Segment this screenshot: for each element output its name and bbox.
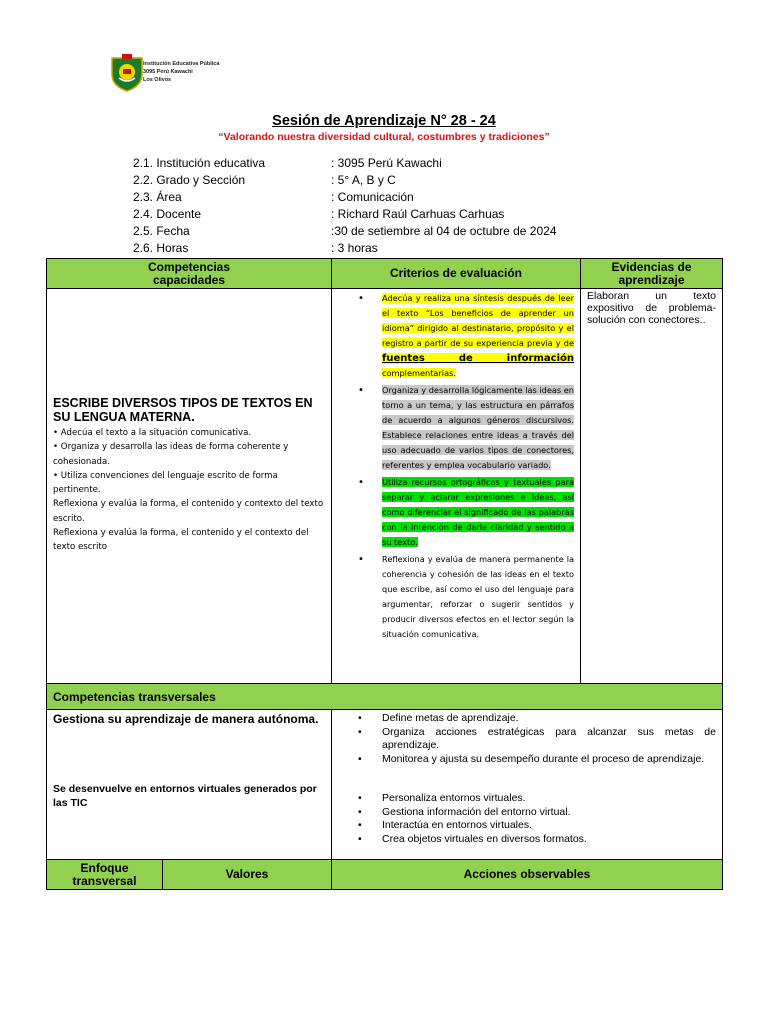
transversal-titles-cell [47, 710, 332, 860]
competencies-table [46, 258, 723, 890]
list-item: • Reflexiona y evalúa de manera permanente la coherencia y cohesión de las ideas en el texto que escribe, así como el uso del lenguaje para argumentar, reforzar o sugerir sentidos y producir diversos efectos en el lector según la situación comunicativa. [382, 552, 574, 642]
session-title: Sesión de Aprendizaje N° 28 - 24 [272, 113, 496, 129]
list-item: • Organiza acciones estratégicas para alcanzar sus metas de aprendizaje. [382, 726, 716, 753]
transversal-title-1: Gestiona su aprendizaje de manera autónoma. [53, 712, 319, 726]
enfoque-header-row [47, 860, 723, 890]
criteria-list [332, 289, 580, 642]
table-header-row [47, 259, 723, 289]
list-item: • Crea objetos virtuales en diversos formatos. [382, 833, 716, 847]
list-item: • Gestiona información del entorno virtual. [382, 806, 716, 820]
transversales-header-row [47, 684, 723, 710]
table-row [47, 710, 723, 860]
competency-title: ESCRIBE DIVERSOS TIPOS DE TEXTOS EN SU LENGUA MATERNA. [53, 396, 313, 424]
info-row: 2.1. Institución educativa : 3095 Perú Kawachi [133, 156, 442, 170]
session-subtitle: “Valorando nuestra diversidad cultural, costumbres y tradiciones” [218, 131, 550, 143]
table-row [47, 289, 723, 684]
list-item: • Interactúa en entornos virtuales. [382, 819, 716, 833]
info-row: 2.3. Área : Comunicación [133, 190, 414, 204]
info-row: 2.4. Docente : Richard Raúl Carhuas Carhuas [133, 207, 505, 221]
criteria-cell [332, 289, 581, 684]
capacities-list: • Adecúa el texto a la situación comunicativa. • Organiza y desarrolla las ideas de forma coherente y cohesionada. • Utiliza convenciones del lenguaje escrito de forma pertinente. Reflexiona y evalúa la forma, el contenido y contexto del texto escrito. Reflexiona y evalúa la forma, el contenido y el contexto del texto escrito [53, 428, 324, 553]
school-crest-logo [110, 54, 144, 92]
list-item: • Personaliza entornos virtuales. [382, 792, 716, 806]
valores-header: Valores [163, 860, 332, 890]
info-row: 2.5. Fecha :30 de setiembre al 04 de octubre de 2024 [133, 224, 557, 238]
list-item: • Organiza y desarrolla lógicamente las ideas en torno a un tema, y las estructura en párrafos de acuerdo a algunos géneros discursivos. Establece relaciones entre ideas a través del uso adecuado de varios tipos de conectores, referentes y emplea vocabulario variado. [382, 383, 574, 473]
general-info-list [133, 155, 557, 257]
list-item: • Utiliza recursos ortográficos y textuales para separar y aclarar expresiones e ideas, así como diferenciar el significado de las palabras con la intención de darle claridad y sentido a su texto. [382, 475, 574, 550]
info-row: 2.6. Horas : 3 horas [133, 241, 378, 255]
list-item: • Adecúa y realiza una síntesis después de leer el texto “Los beneficios de aprender un idioma” dirigido al destinatario, propósito y el registro a partir de su experiencia previa y de fuentes de información complementarias. [382, 291, 574, 381]
transversal-list-1 [332, 710, 722, 766]
evidencias-header: Evidencias de aprendizaje [581, 259, 723, 289]
enfoque-header: Enfoque transversal [47, 860, 163, 890]
transversal-items-cell [332, 710, 723, 860]
criterios-header: Criterios de evaluación [332, 259, 581, 289]
competency-cell [47, 289, 332, 684]
fuentes-link: fuentes de información [382, 353, 574, 364]
list-item: • Monitorea y ajusta su desempeño durante el proceso de aprendizaje. [382, 753, 716, 767]
info-row: 2.2. Grado y Sección : 5° A, B y C [133, 173, 396, 187]
transversal-title-2: Se desenvuelve en entornos virtuales generados por las TIC [53, 783, 317, 809]
transversal-list-2 [332, 790, 722, 846]
transversales-header: Competencias transversales [47, 684, 723, 710]
competencias-header: Competencias capacidades [47, 259, 332, 289]
acciones-header: Acciones observables [332, 860, 723, 890]
list-item: • Define metas de aprendizaje. [382, 712, 716, 726]
evidence-cell: Elaboran un texto expositivo de problema-solución con conectores.. [581, 289, 723, 684]
institution-label: Institución Educativa Pública 3095 Perú Kawachi Los Olivos [143, 61, 220, 83]
